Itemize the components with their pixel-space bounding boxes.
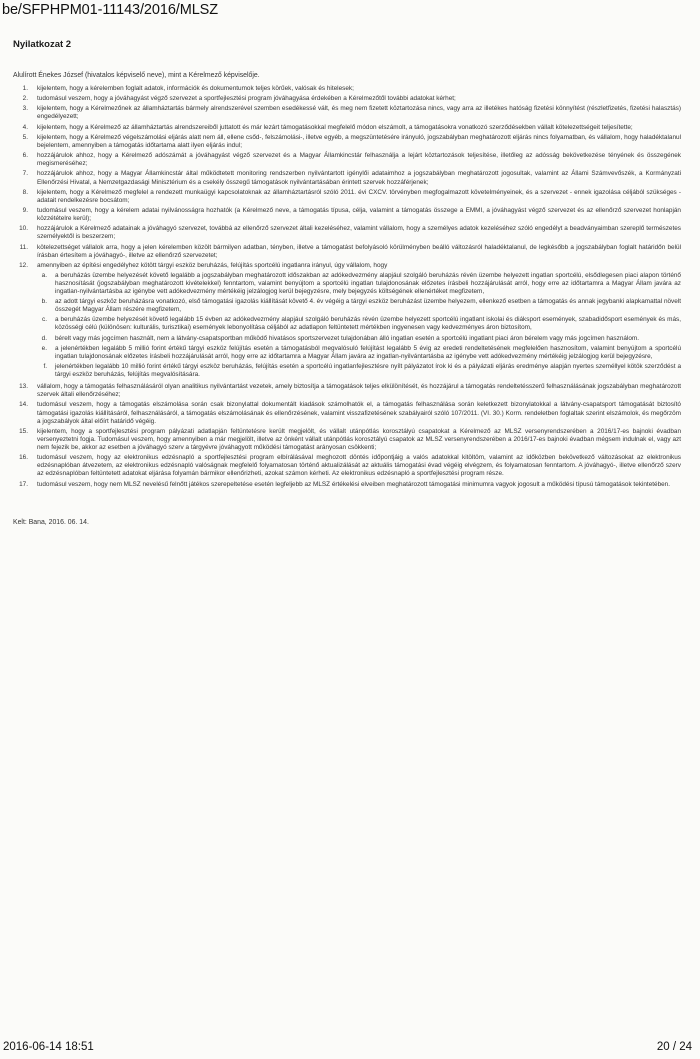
declaration-item-text: hozzájárulok a Kérelmező adatainak a jóváhagyó szervezet, továbbá az ellenőrző szervezet általi kezeléséhez, valamint vállalom, hogy a személyes adatok kezeléséhez szóló engedélyt a beadványaimban szereplő természetes személyektől is beszerzem;	[37, 225, 681, 241]
declaration-item-body	[37, 244, 681, 260]
declaration-subitem-letter: f.	[43, 362, 47, 370]
declaration-item-text: vállalom, hogy a támogatás felhasználásáról olyan analitikus nyilvántartást vezetek, amely biztosítja a támogatások teljes elkülönítését, és hozzájárul a támogatás rendeltetésszerű felhasználásának jogszabályban meghatározott szervek általi ellenőrzéséhez;	[37, 383, 681, 399]
declaration-item-number: 14.	[19, 401, 28, 409]
declaration-subitem-letter: b.	[41, 298, 47, 306]
declaration-item	[13, 401, 681, 425]
document-reference-number: be/SFPHPM01-11143/2016/MLSZ	[2, 2, 218, 18]
declaration-item-number: 7.	[22, 170, 28, 178]
declaration-item-body	[37, 383, 681, 399]
declaration-item	[13, 124, 681, 132]
footer-timestamp: 2016-06-14 18:51	[3, 1041, 94, 1053]
declaration-item-number: 4.	[22, 123, 28, 131]
declaration-item-body	[37, 152, 681, 168]
declaration-subitem	[37, 298, 681, 314]
declaration-item-number: 9.	[22, 206, 28, 214]
declaration-item	[13, 262, 681, 381]
declaration-item-body	[37, 95, 681, 103]
declaration-item-text: tudomásul veszem, hogy a kérelem adatai nyilvánosságra hozhatók (a Kérelmező neve, a támogatás típusa, célja, valamint a támogatás összege a EMMI, a jóváhagyást végző szervezet és az ellenőrző szervezet honlapján közzétételre kerül);	[37, 206, 681, 223]
declaration-item-body	[37, 481, 681, 489]
declaration-item-number: 2.	[22, 95, 28, 103]
declaration-sublist	[37, 272, 681, 379]
declaration-item	[13, 85, 681, 93]
declaration-item-number: 15.	[19, 427, 28, 435]
declaration-subitem-text: bérelt vagy más jogcímen használt, nem a látvány-csapatsportban működő hivatásos sportszervezet tulajdonában álló ingatlan esetén a sportcélú ingatlant piaci áron bérelem vagy más jogcímen használom.	[55, 334, 640, 342]
declaration-item	[13, 152, 681, 168]
declaration-item-number: 5.	[22, 133, 28, 141]
declaration-item-number: 8.	[22, 188, 28, 196]
declaration-item-body	[37, 134, 681, 150]
declaration-item-body	[37, 454, 681, 478]
declaration-subitem-letter: a.	[41, 271, 47, 279]
declaration-item-text: kötelezettséget vállalok arra, hogy a jelen kérelemben közölt bármilyen adatban, tényben, illetve a támogatást befolyásoló körülményben beálló változásról haladéktalanul, de legkésőbb a jogszabályban foglalt határidőn belül írásban értesítem a jóváhagyó-, illetve az ellenőrző szervezetet;	[37, 243, 681, 259]
declaration-item-body	[37, 225, 681, 241]
footer-page-number: 20 / 24	[656, 1041, 692, 1053]
declaration-item-body	[37, 170, 681, 186]
declaration-item-number: 3.	[22, 105, 28, 113]
declaration-item	[13, 207, 681, 223]
declaration-item-number: 12.	[19, 261, 28, 269]
declaration-item-number: 10.	[19, 225, 28, 233]
declaration-item	[13, 428, 681, 452]
declaration-item-text: hozzájárulok ahhoz, hogy a Magyar Államkincstár által működtetett monitoring rendszerben nyilvántartott igénylői adataimhoz a jogszabályban meghatározott jogosultak, valamint az Állami Számvevőszék, a Kormányzati Ellenőrzési Hivatal, a Nemzetgazdasági Minisztérium és a csekély összegű támogatások nyilvántartásában érintett szervek hozzáférjenek;	[37, 170, 681, 186]
declaration-subitem	[37, 345, 681, 361]
declaration-page	[13, 39, 681, 526]
declaration-item-text: hozzájárulok ahhoz, hogy a Kérelmező adószámát a jóváhagyást végző szervezet és a Magyar Államkincstár felhasználja a lejárt köztartozások teljesítése, illetőleg az adósság bekövetkezése tényének és összegének megismeréséhez;	[37, 152, 681, 168]
declaration-item	[13, 454, 681, 478]
declaration-item-text: tudomásul veszem, hogy az elektronikus edzésnapló a sportfejlesztési program elbírálásával meghozott döntés időpontjáig a valós adatokkal kitöltöm, valamint az időközben bekövetkező változásokat az elektronikus edzésnaplóban átvezetem, az elektronikus edzésnapló valóságnak megfelelő folyamatosan történő aktualizálását az aktuális támogatási évad végéig elvégzem, és folyamatosan fenntartom. A jóváhagyó-, illetve ellenőrző szerv az edzésnaplóban feltüntetett adatokat eljárása folyamán bármikor ellenőrizheti, azokat számon kérheti. Az elektronikus edzésnapló a sportfejlesztési program része.	[37, 454, 681, 478]
declaration-item	[13, 170, 681, 186]
declaration-subitem	[37, 272, 681, 296]
declaration-subitem-text: az adott tárgyi eszköz beruházásra vonatkozó, első támogatási igazolás kiállítását követő 4. év végéig a tárgyi eszköz beruházást üzembe helyezem, ellenkező esetben a támogatás és annak jegybanki alapkamattal növelt összegét Magyar Állam részére megfizetem,	[55, 298, 681, 314]
document-title: Nyilatkozat 2	[13, 39, 72, 50]
declaration-item	[13, 95, 681, 103]
declaration-list	[13, 85, 681, 489]
declaration-item	[13, 244, 681, 260]
declaration-item	[13, 383, 681, 399]
place-and-date: Kelt: Bana, 2016. 06. 14.	[13, 518, 89, 526]
declaration-item-number: 11.	[19, 243, 28, 251]
declaration-item-body	[37, 124, 681, 132]
declaration-item-number: 6.	[22, 152, 28, 160]
declaration-item-body	[37, 105, 681, 121]
declaration-item-body	[37, 262, 681, 381]
declaration-item-number: 13.	[19, 383, 28, 391]
declaration-subitem-text: jelenértékben legalább 10 millió forint értékű tárgyi eszköz beruházás, felújítás esetén a sportcélú ingatlanfejlesztésre nyílt pályázatot írok ki és a pályázati eljárás eredménye alapján nyertes személlyel kötök szerződést a tárgyi eszköz beruházás, felújítás megvalósítására.	[55, 362, 681, 378]
declaration-item-number: 17.	[19, 480, 28, 488]
declaration-item	[13, 225, 681, 241]
declaration-subitem-text: a beruházás üzembe helyezését követő legalább a jogszabályban meghatározott időszakban az adókedvezmény alapjául szolgáló beruházás révén üzembe helyezett ingatlan sportcélú, elsődlegesen piaci alapon történő hasznosítását (jogszabályban meghatározott kivételekkel) fenntartom, valamint benyújtom a sportcélú ingatlan tulajdonosának előzetes írásbeli hozzájárulását arról, hogy erre az időtartamra a Magyar Állam javára az ingatlan-nyilvántartásba az igénybe vett adókedvezmény mértékéig jelzálogjog kerül bejegyzésre, mely bejegyzés költségének ellenértéket megfizetem,	[55, 271, 681, 296]
declaration-item-body	[37, 85, 681, 93]
declaration-item-number: 16.	[19, 454, 28, 462]
declaration-subitem-text: a jelenértékben legalább 5 millió forint értékű tárgyi eszköz felújítás esetén a támogatásból megvalósuló felújítást legalább 5 évig az eredeti rendeltetésének megfelelően hasznosítom, valamint benyújtom a sportcélú ingatlan tulajdonosának előzetes írásbeli hozzájárulását arról, hogy erre az időtartamra a Magyar Állam javára az ingatlan-nyilvántartásba az igénybe vett adókedvezmény mértékéig jelzálogjog kerül bejegyzésre,	[55, 344, 681, 360]
declaration-subitem-letter: c.	[42, 316, 47, 324]
declaration-item-text: kijelentem, hogy a sportfejlesztési program pályázati adatlapján feltüntetésre került megjelölt, és vállalt utánpótlás korosztályú csapatokat a Kérelmező az MLSZ versenyrendszerében a 2016/17-es bajnoki évadban versenyeztetni fogja. Tudomásul veszem, hogy amennyiben a már megjelölt, illetve az önként vállalt utánpótlás korosztályú csapatok az MLSZ versenyrendszerében a 2016/17-es bajnoki évadban mégsem indulnak el, vagy azt nem fejezik be, akkor az esetben a jóváhagyó szerv a tárgyévre jóváhagyott működési támogatást arányosan csökkenti;	[37, 427, 681, 451]
declaration-item-body	[37, 207, 681, 223]
declaration-subitem	[37, 335, 681, 343]
declaration-item-body	[37, 401, 681, 425]
declaration-item-number: 1.	[22, 85, 28, 92]
declaration-subitem	[37, 316, 681, 332]
declaration-item	[13, 134, 681, 150]
declaration-item-text: kijelentem, hogy a Kérelmező megfelel a rendezett munkaügyi kapcsolatoknak az államháztartásról szóló 2011. évi CXCV. törvényben megfogalmazott követelményeinek, és a szervezet - ennek igazolása céljából szükséges - adatait rendelkezésre bocsátom;	[37, 188, 681, 204]
declaration-item-body	[37, 428, 681, 452]
declaration-item-text: kijelentem, hogy a Kérelmezőnek az államháztartás bármely alrendszerével szemben esedékessé vált, és meg nem fizetett köztartozása nincs, vagy arra az illetékes hatóság fizetési könnyítést (részletfizetés, fizetési halasztás) engedélyezett;	[37, 105, 681, 121]
declaration-item-text: tudomásul veszem, hogy a jóváhagyást végző szervezet a sportfejlesztési program jóváhagyása érdekében a Kérelmezőtől további adatokat kérhet;	[37, 95, 456, 103]
declaration-item-text: kijelentem, hogy a Kérelmező végelszámolási eljárás alatt nem áll, ellene csőd-, felszámolási-, illetve egyéb, a megszüntetésére irányuló, jogszabályban meghatározott eljárás nincs folyamatban, és vállalom, hogy haladéktalanul bejelentem, amennyiben a támogatás időtartama alatt ilyen eljárás indul;	[37, 133, 681, 149]
intro-paragraph: Alulírott Énekes József (hivatalos képviselő neve), mint a Kérelmező képviselője.	[13, 72, 260, 79]
declaration-item-text: amennyiben az építési engedélyhez kötött tárgyi eszköz beruházás, felújítás sportcélú ingatlanra irányul, úgy vállalom, hogy	[37, 261, 388, 269]
declaration-item-text: kijelentem, hogy a Kérelmező az államháztartás alrendszereiből juttatott és már lezárt támogatásokkal megfelelő módon elszámolt, a támogatásokra vonatkozó szerződésekben vállalt kötelezettségeit teljesítette;	[37, 123, 633, 131]
declaration-item	[13, 481, 681, 489]
declaration-item	[13, 189, 681, 205]
declaration-subitem	[37, 363, 681, 379]
declaration-subitem-letter: e.	[41, 344, 47, 352]
declaration-item	[13, 105, 681, 121]
declaration-item-text: tudomásul veszem, hogy a támogatás elszámolása során csak bizonylattal dokumentált kiadások számolhatók el, a támogatás felhasználása során keletkezett bizonylatokkal a látvány-csapatsport támogatását biztosító támogatási igazolás kiállításáról, felhasználásáról, a támogatás elszámolásának és ellenőrzésének, valamint visszafizetésének szabályairól szóló 107/2011. (VI. 30.) Korm. rendeletben foglaltak szerint elszámolok, és megőrzöm a jogszabályok által előírt határidő végéig.	[37, 401, 681, 425]
declaration-subitem-letter: d.	[41, 334, 47, 342]
declaration-item-body	[37, 189, 681, 205]
declaration-item-text: kijelentem, hogy a kérelemben foglalt adatok, információk és dokumentumok teljes körűek, valósak és hitelesek;	[37, 85, 354, 92]
declaration-subitem-text: a beruházás üzembe helyezését követő legalább 15 évben az adókedvezmény alapjául szolgáló beruházás révén üzembe helyezett sportcélú ingatlant iskolai és diáksport események, szabadidősport események és más, közösségi célú (különösen: kulturális, turisztikai) események lebonyolítása céljából az adatlapon feltüntetett mértékben ingyenesen vagy kedvezményes áron biztosítom,	[55, 316, 681, 332]
declaration-item-text: tudomásul veszem, hogy nem MLSZ nevelésű felnőtt játékos szerepeltetése esetén legfeljebb az MLSZ értékelési elveiben meghatározott támogatási minimumra vagyok jogosult a működési típusú támogatások tekintetében.	[37, 480, 671, 488]
